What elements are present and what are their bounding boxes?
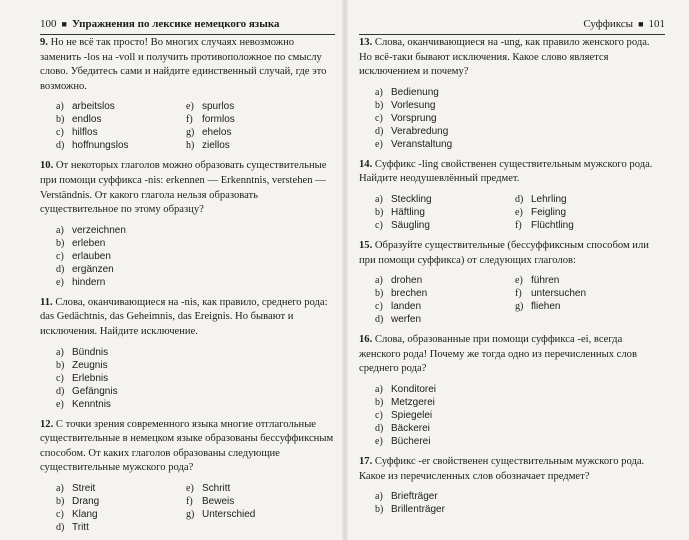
- option: c) hilflos: [56, 127, 98, 139]
- option: e) Schritt: [186, 482, 231, 494]
- option: a) Streit: [56, 482, 96, 494]
- header-rule: [359, 34, 665, 35]
- question-number: 15.: [359, 239, 373, 251]
- option: b) Drang: [56, 495, 100, 507]
- question-number: 14.: [359, 158, 373, 170]
- option: b) endlos: [56, 114, 102, 126]
- question-number: 16.: [359, 334, 373, 346]
- question-text: От некоторых глаголов можно образовать существительные при помощи суффикса -nis: erkennen — Erkenntnis, verstehen — Verständnis. От какого глагола нельзя образовать существительное по этому образцу?: [40, 160, 327, 216]
- option: d) werfen: [375, 314, 422, 326]
- option: a) Bedienung: [375, 86, 439, 98]
- question-11: [40, 296, 335, 411]
- option-list: [375, 490, 665, 516]
- option: a) Briefträger: [375, 491, 438, 503]
- option: g) ehelos: [186, 127, 232, 139]
- option: f) untersuchen: [515, 288, 587, 300]
- option: b) Zeugnis: [56, 359, 108, 371]
- option: g) Unterschied: [186, 508, 256, 520]
- question-12: [40, 418, 335, 534]
- option: e) Bücherei: [375, 435, 431, 447]
- left-page-header: [40, 18, 335, 30]
- question-14: [359, 158, 665, 232]
- option: e) Kenntnis: [56, 398, 111, 410]
- option: e) Feigling: [515, 206, 567, 218]
- option: d) Gefängnis: [56, 385, 118, 397]
- question-text: Но не всё так просто! Во многих случаях невозможно заменить -los на -voll и получить противоположное по смыслу слово. Убедитесь сами и найдите единственный случай, где это возможно.: [40, 37, 327, 92]
- question-number: 12.: [40, 418, 54, 430]
- option-list: [375, 274, 665, 326]
- question-text: Слова, оканчивающиеся на -nis, как правило, среднего рода: das Gedächtnis, das Geheimnis, das Ereignis. Но бывают и исключения. Найдите исключение.: [40, 296, 328, 337]
- option: a) arbeitslos: [56, 101, 115, 113]
- option: c) Erlebnis: [56, 372, 109, 384]
- option: e) spurlos: [186, 101, 235, 113]
- left-page-number: 100: [40, 18, 57, 30]
- option: b) Metzgerei: [375, 396, 435, 408]
- option: b) erleben: [56, 237, 106, 249]
- option: c) Klang: [56, 508, 98, 520]
- option-list: [56, 224, 335, 289]
- question-13: [359, 36, 665, 151]
- question-number: 11.: [40, 296, 53, 308]
- option: a) verzeichnen: [56, 224, 126, 236]
- option: d) Tritt: [56, 521, 89, 533]
- question-16: [359, 333, 665, 448]
- option-list: [56, 482, 335, 534]
- option-list: [56, 346, 335, 411]
- option: f) formlos: [186, 114, 235, 126]
- question-17: [359, 455, 665, 516]
- option: g) fliehen: [515, 301, 561, 313]
- left-header-title: Упражнения по лексике немецкого языка: [71, 18, 280, 30]
- option: c) landen: [375, 301, 422, 313]
- question-15: [359, 239, 665, 326]
- right-page-number: 101: [648, 18, 665, 30]
- option: d) Bäckerei: [375, 422, 430, 434]
- option: d) hoffnungslos: [56, 140, 129, 152]
- question-10: [40, 159, 335, 288]
- option: f) Beweis: [186, 495, 235, 507]
- option-list: [375, 383, 665, 448]
- option: c) Vorsprung: [375, 112, 437, 124]
- question-number: 10.: [40, 160, 54, 172]
- option: d) Verabredung: [375, 125, 449, 137]
- question-text: Образуйте существительные (бессуффиксным способом или при помощи суффикса) от следующих глаголов:: [359, 239, 649, 266]
- option: b) brechen: [375, 288, 428, 300]
- question-number: 13.: [359, 37, 373, 48]
- right-page: [345, 0, 689, 540]
- question-9: [40, 36, 335, 152]
- question-text: Суффикс -er свойственен существительным мужского рода. Какое из перечисленных слов обозначает предмет?: [359, 455, 645, 482]
- header-rule: [40, 34, 335, 35]
- option: c) Säugling: [375, 219, 430, 231]
- header-separator: ■: [638, 19, 644, 29]
- option: h) ziellos: [186, 140, 230, 152]
- question-text: С точки зрения современного языка многие отглагольные существительные в немецком языке образованы бессуффиксным способом. От каких глаголов образованы следующие существительные мужского рода?: [40, 418, 334, 474]
- option: a) Konditorei: [375, 383, 437, 395]
- option: b) Vorlesung: [375, 99, 436, 111]
- option: b) Häftling: [375, 206, 425, 218]
- option: f) Flüchtling: [515, 219, 574, 231]
- option: e) führen: [515, 275, 560, 287]
- option: c) erlauben: [56, 250, 111, 262]
- header-separator: ■: [61, 19, 67, 29]
- question-number: 9.: [40, 37, 48, 48]
- question-text: Суффикс -ling свойственен существительным мужского рода. Найдите неодушевлённый предмет.: [359, 158, 653, 185]
- right-page-header: [359, 18, 665, 30]
- option-list: [375, 193, 665, 232]
- option: a) drohen: [375, 275, 423, 287]
- question-text: Слова, образованные при помощи суффикса -ei, всегда женского рода! Почему же тогда одно из перечисленных слов среднего рода?: [359, 334, 637, 375]
- option: d) ergänzen: [56, 263, 114, 275]
- right-header-title: Суффиксы: [583, 18, 634, 30]
- option-list: [375, 86, 665, 151]
- question-text: Слова, оканчивающиеся на -ung, как правило женского рода. Но всё-таки бывают исключения. Какое слово является исключением и почему?: [359, 37, 650, 78]
- option: e) Veranstaltung: [375, 138, 453, 150]
- option: a) Steckling: [375, 193, 432, 205]
- option: c) Spiegelei: [375, 409, 433, 421]
- option-list: [56, 100, 335, 152]
- option: a) Bündnis: [56, 346, 109, 358]
- option: b) Brillenträger: [375, 504, 445, 516]
- option: d) Lehrling: [515, 193, 567, 205]
- question-number: 17.: [359, 455, 373, 467]
- option: e) hindern: [56, 276, 106, 288]
